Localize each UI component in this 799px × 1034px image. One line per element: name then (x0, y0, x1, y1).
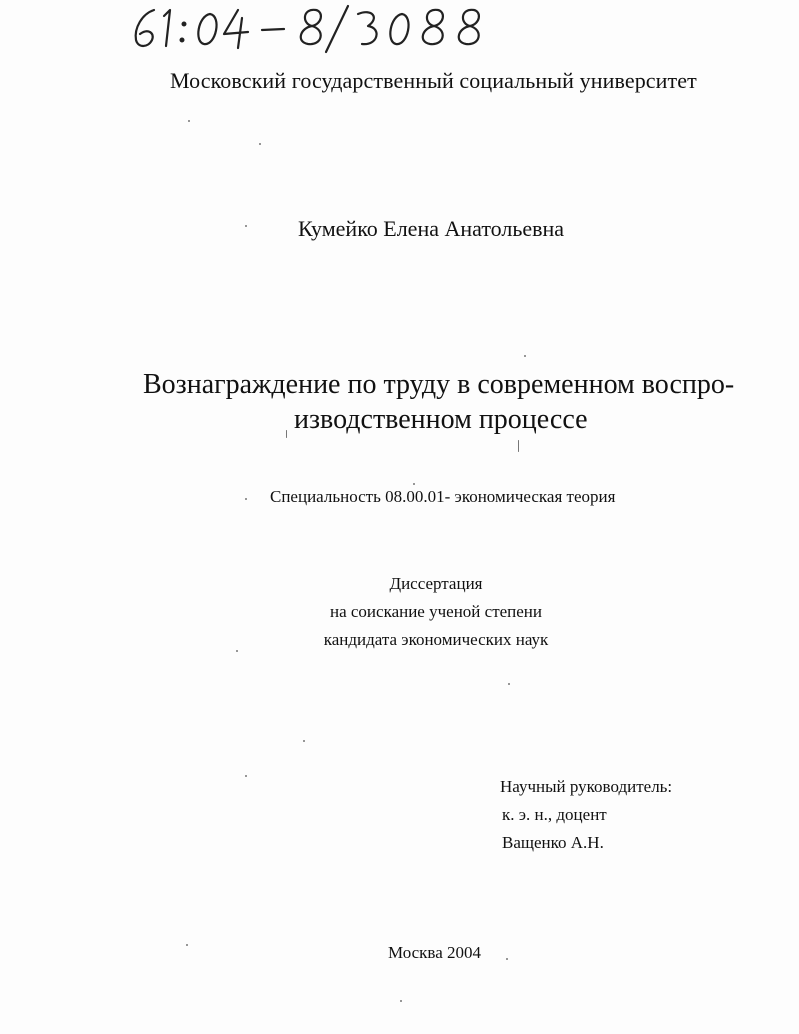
scan-speck (188, 120, 190, 122)
scan-speck (303, 740, 305, 742)
speciality: Специальность 08.00.01- экономическая теория (270, 487, 616, 506)
scan-speck (400, 1000, 402, 1002)
scan-speck (518, 440, 519, 452)
scan-speck (245, 498, 247, 500)
supervisor-name: Ващенко А.Н. (502, 833, 604, 852)
city-year: Москва 2004 (388, 943, 482, 962)
supervisor-label: Научный руководитель: (500, 777, 673, 796)
scan-speck (413, 483, 415, 485)
dissertation-degree-block (0, 570, 799, 654)
dissertation-title-line2: изводственном процессе (294, 404, 588, 435)
scan-speck (236, 650, 238, 652)
supervisor-degree: к. э. н., доцент (502, 805, 607, 824)
degree-name: кандидата экономических наук (323, 630, 549, 649)
dissertation-label: Диссертация (389, 574, 483, 593)
author-name: Кумейко Елена Анатольевна (298, 216, 565, 241)
degree-purpose: на соискание ученой степени (329, 602, 543, 621)
scan-speck (245, 225, 247, 227)
scan-speck (524, 355, 526, 357)
scan-speck (286, 430, 287, 438)
supervisor-block (500, 773, 672, 857)
university-name: Московский государственный социальный университет (170, 68, 697, 93)
scan-speck (186, 944, 188, 946)
scan-speck (508, 683, 510, 685)
handwritten-catalog-number (126, 2, 486, 54)
scan-speck (245, 775, 247, 777)
scan-speck (506, 958, 508, 960)
dissertation-title-line1: Вознаграждение по труду в современном воспро- (143, 369, 735, 400)
scan-speck (259, 143, 261, 145)
